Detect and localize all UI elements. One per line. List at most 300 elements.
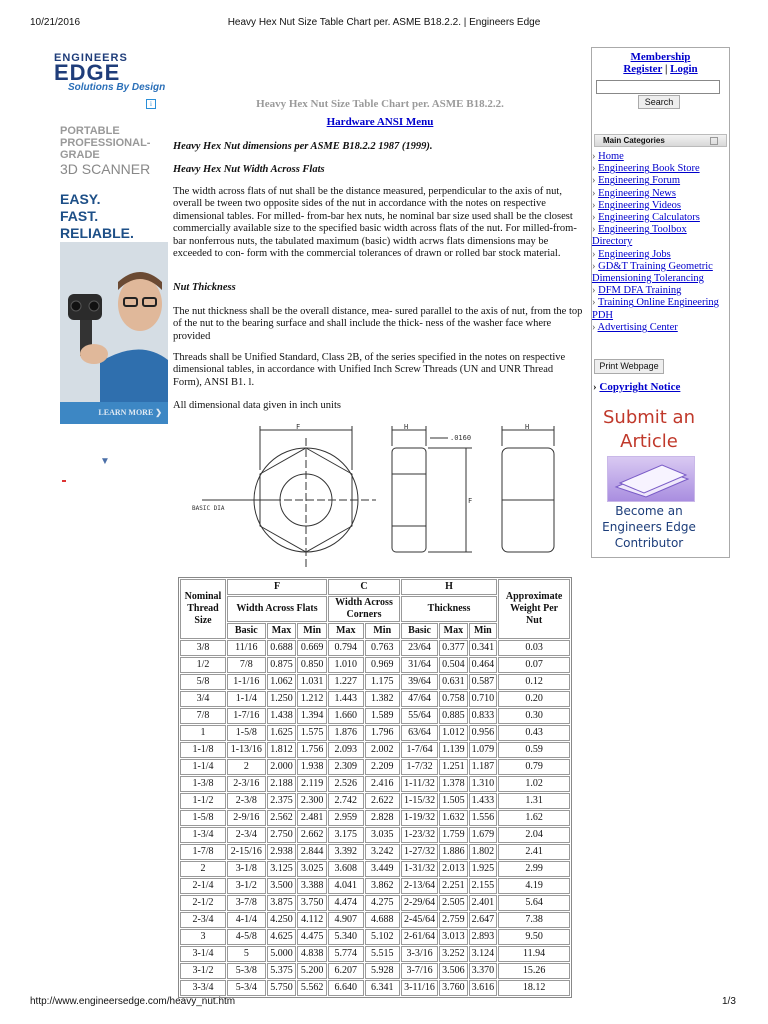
membership-box (591, 51, 730, 75)
table-cell: 1.443 (328, 691, 364, 707)
table-cell: 15.26 (498, 963, 570, 979)
table-cell: 4.474 (328, 895, 364, 911)
table-cell: 7.38 (498, 912, 570, 928)
table-cell: 4.112 (297, 912, 327, 928)
table-cell: 0.885 (439, 708, 468, 724)
table-cell: 2.959 (328, 810, 364, 826)
table-cell: 3/8 (180, 640, 226, 656)
table-cell: 0.956 (469, 725, 498, 741)
bullet-arrow-icon: › (592, 175, 599, 187)
drawing-label-f-side: F (468, 497, 473, 505)
table-cell: 4-5/8 (227, 929, 266, 945)
table-cell: 3.760 (439, 980, 468, 996)
table-cell: 5.750 (267, 980, 297, 996)
drawing-label-h-side: H (525, 423, 530, 431)
table-row (180, 844, 570, 860)
table-cell: 2.622 (365, 793, 401, 809)
category-link[interactable]: Engineering Videos (598, 199, 681, 211)
table-row (180, 895, 570, 911)
table-cell: 3-7/8 (227, 895, 266, 911)
table-cell: 4.688 (365, 912, 401, 928)
category-link[interactable]: Advertising Center (597, 321, 678, 333)
table-cell: 3.500 (267, 878, 297, 894)
units-note: All dimensional data given in inch units (173, 400, 341, 411)
table-cell: 5.515 (365, 946, 401, 962)
table-cell: 39/64 (401, 674, 438, 690)
table-cell: 1.079 (469, 742, 498, 758)
ad-choices-icon[interactable]: i (146, 99, 156, 109)
drawing-label-f: F (296, 423, 301, 431)
table-cell: 2.844 (297, 844, 327, 860)
bullet-arrow-icon: › (593, 381, 597, 393)
table-cell: 6.341 (365, 980, 401, 996)
table-cell: 7/8 (227, 657, 266, 673)
table-cell: 0.763 (365, 640, 401, 656)
category-link[interactable]: Engineering Jobs (598, 248, 671, 260)
table-cell: 1-7/8 (180, 844, 226, 860)
table-row (180, 759, 570, 775)
advertisement[interactable] (60, 125, 168, 242)
table-cell: 0.12 (498, 674, 570, 690)
table-cell: 47/64 (401, 691, 438, 707)
logo-line1: ENGINEERS (54, 52, 128, 64)
table-cell: 1.886 (439, 844, 468, 860)
header-max: Max (267, 623, 297, 639)
table-cell: 2-15/16 (227, 844, 266, 860)
table-cell: 1-15/32 (401, 793, 438, 809)
table-cell: 2-3/8 (227, 793, 266, 809)
table-cell: 1.175 (365, 674, 401, 690)
table-cell: 2.209 (365, 759, 401, 775)
ad-slogan1: EASY. (60, 191, 101, 207)
table-cell: 1.31 (498, 793, 570, 809)
table-cell: 2.309 (328, 759, 364, 775)
table-cell: 3.506 (439, 963, 468, 979)
table-row (180, 725, 570, 741)
table-cell: 3.392 (328, 844, 364, 860)
table-cell: 5.64 (498, 895, 570, 911)
table-cell: 2.662 (297, 827, 327, 843)
table-cell: 1-1/4 (227, 691, 266, 707)
category-item[interactable] (592, 163, 728, 175)
header-basic: Basic (401, 623, 438, 639)
category-item[interactable] (592, 224, 728, 248)
table-cell: 5.200 (297, 963, 327, 979)
table-cell: 3.608 (328, 861, 364, 877)
table-cell: 3.449 (365, 861, 401, 877)
ad-learn-more-button[interactable]: LEARN MORE ❯ (60, 402, 168, 424)
table-row (180, 640, 570, 656)
table-cell: 3.025 (297, 861, 327, 877)
logo-line2: EDGE (54, 60, 121, 85)
table-cell: 0.30 (498, 708, 570, 724)
table-cell: 4.625 (267, 929, 297, 945)
table-cell: 1.212 (297, 691, 327, 707)
table-cell: 5 (227, 946, 266, 962)
table-cell: 1.925 (469, 861, 498, 877)
table-cell: 1.438 (267, 708, 297, 724)
table-cell: 0.631 (439, 674, 468, 690)
table-row (180, 963, 570, 979)
table-cell: 1.756 (297, 742, 327, 758)
table-cell: 3.013 (439, 929, 468, 945)
table-cell: 2-1/2 (180, 895, 226, 911)
table-cell: 1.812 (267, 742, 297, 758)
table-cell: 2-3/4 (227, 827, 266, 843)
category-item[interactable] (592, 285, 728, 297)
table-cell: 6.207 (328, 963, 364, 979)
table-cell: 2.828 (365, 810, 401, 826)
table-cell: 1.575 (297, 725, 327, 741)
submit-article-image[interactable] (607, 456, 695, 502)
table-cell: 2.742 (328, 793, 364, 809)
ad-photo[interactable] (60, 242, 168, 424)
table-cell: 23/64 (401, 640, 438, 656)
table-cell: 1-1/4 (180, 759, 226, 775)
bullet-arrow-icon: › (592, 212, 599, 224)
table-cell: 2.155 (469, 878, 498, 894)
table-cell: 9.50 (498, 929, 570, 945)
table-row (180, 691, 570, 707)
category-link[interactable]: Engineering Calculators (598, 212, 700, 224)
table-cell: 3.875 (267, 895, 297, 911)
table-row (180, 878, 570, 894)
table-cell: 0.833 (469, 708, 498, 724)
print-date: 10/21/2016 (30, 17, 81, 28)
table-cell: 11/16 (227, 640, 266, 656)
table-cell: 0.03 (498, 640, 570, 656)
table-cell: 11.94 (498, 946, 570, 962)
width-heading: Heavy Hex Nut Width Across Flats (173, 164, 325, 175)
table-cell: 5.928 (365, 963, 401, 979)
main-categories-header (594, 134, 727, 147)
table-row (180, 674, 570, 690)
table-cell: 1-1/8 (180, 742, 226, 758)
table-row (180, 742, 570, 758)
table-cell: 1-7/64 (401, 742, 438, 758)
table-row (180, 810, 570, 826)
ad-line3: GRADE (60, 149, 100, 161)
table-cell: 1.589 (365, 708, 401, 724)
table-cell: 2.416 (365, 776, 401, 792)
header-basic: Basic (227, 623, 266, 639)
table-cell: 1.632 (439, 810, 468, 826)
table-cell: 1.378 (439, 776, 468, 792)
table-cell: 5.774 (328, 946, 364, 962)
table-cell: 3-1/2 (180, 963, 226, 979)
table-cell: 1.227 (328, 674, 364, 690)
bullet-arrow-icon: › (592, 297, 598, 309)
become-line3: Contributor (614, 536, 684, 550)
table-cell: 1-7/16 (227, 708, 266, 724)
table-cell: 1.556 (469, 810, 498, 826)
table-cell: 3.388 (297, 878, 327, 894)
table-cell: 3.242 (365, 844, 401, 860)
table-cell: 3.175 (328, 827, 364, 843)
table-cell: 3.124 (469, 946, 498, 962)
bullet-arrow-icon: › (592, 187, 599, 199)
table-cell: 2.526 (328, 776, 364, 792)
search-button[interactable]: Search (638, 95, 680, 109)
table-cell: 1.251 (439, 759, 468, 775)
page-title: Heavy Hex Nut Size Table Chart per. ASME B18.2.2. (256, 98, 504, 110)
table-cell: 1-31/32 (401, 861, 438, 877)
table-cell: 1.796 (365, 725, 401, 741)
table-cell: 3.252 (439, 946, 468, 962)
category-item[interactable] (592, 322, 728, 334)
header-width-flats: Width Across Flats (227, 596, 327, 622)
category-link[interactable]: Engineering Forum (598, 175, 681, 187)
category-item[interactable] (592, 212, 728, 224)
table-cell: 1-7/32 (401, 759, 438, 775)
submit-line2: Article (620, 431, 678, 452)
table-cell: 2.000 (267, 759, 297, 775)
table-cell: 7/8 (180, 708, 226, 724)
submit-line1: Submit an (602, 407, 695, 428)
table-cell: 4.475 (297, 929, 327, 945)
category-item[interactable] (592, 200, 728, 212)
table-cell: 2.04 (498, 827, 570, 843)
table-cell: 0.20 (498, 691, 570, 707)
table-cell: 3-1/2 (227, 878, 266, 894)
table-row (180, 657, 570, 673)
heavy-hex-nut-table (178, 577, 572, 998)
table-cell: 4.907 (328, 912, 364, 928)
table-cell: 2.759 (439, 912, 468, 928)
table-cell: 63/64 (401, 725, 438, 741)
table-cell: 1.433 (469, 793, 498, 809)
table-cell: 0.377 (439, 640, 468, 656)
bullet-arrow-icon: › (592, 321, 598, 333)
table-cell: 1.012 (439, 725, 468, 741)
thickness-paragraph: The nut thickness shall be the overall distance, mea- sured parallel to the axis of nut, from the top of the nut to the bearing surface and shall include the thick- ness of the washer face where provided (173, 306, 583, 342)
ad-line2: PROFESSIONAL- (60, 137, 151, 149)
category-item[interactable] (592, 249, 728, 261)
bullet-arrow-icon: › (592, 260, 599, 272)
table-cell: 2-13/64 (401, 878, 438, 894)
bullet-arrow-icon: › (592, 285, 599, 297)
table-cell: 2-1/4 (180, 878, 226, 894)
table-cell: 2-45/64 (401, 912, 438, 928)
table-cell: 2.938 (267, 844, 297, 860)
table-cell: 2.750 (267, 827, 297, 843)
table-cell: 1.382 (365, 691, 401, 707)
table-cell: 4-1/4 (227, 912, 266, 928)
table-body (180, 640, 570, 996)
table-cell: 1.802 (469, 844, 498, 860)
table-cell: 5.102 (365, 929, 401, 945)
table-cell: 2.505 (439, 895, 468, 911)
table-cell: 3.750 (297, 895, 327, 911)
hex-nut-drawing (180, 418, 590, 576)
table-cell: 0.59 (498, 742, 570, 758)
table-cell: 0.341 (469, 640, 498, 656)
table-cell: 1.250 (267, 691, 297, 707)
table-cell: 31/64 (401, 657, 438, 673)
header-min: Min (297, 623, 327, 639)
header-min: Min (469, 623, 498, 639)
table-cell: 1-5/8 (180, 810, 226, 826)
table-cell: 2.647 (469, 912, 498, 928)
table-cell: 1-11/32 (401, 776, 438, 792)
table-cell: 2.99 (498, 861, 570, 877)
table-cell: 1-27/32 (401, 844, 438, 860)
table-cell: 1.062 (267, 674, 297, 690)
logo-tagline: Solutions By Design (68, 82, 166, 93)
table-cell: 1-19/32 (401, 810, 438, 826)
table-cell: 0.710 (469, 691, 498, 707)
table-row (180, 980, 570, 996)
print-webpage-button[interactable]: Print Webpage (594, 359, 664, 374)
table-cell: 0.669 (297, 640, 327, 656)
expand-icon[interactable] (710, 137, 718, 145)
table-cell: 2 (227, 759, 266, 775)
table-cell: 2-3/4 (180, 912, 226, 928)
engineers-edge-logo[interactable] (54, 52, 172, 94)
table-cell: 2.562 (267, 810, 297, 826)
header-thickness: Thickness (401, 596, 497, 622)
table-cell: 1.660 (328, 708, 364, 724)
table-cell: 3-11/16 (401, 980, 438, 996)
table-cell: 5.340 (328, 929, 364, 945)
table-cell: 1.938 (297, 759, 327, 775)
table-cell: 2.093 (328, 742, 364, 758)
category-link[interactable]: GD&T Training Geometric Dimensioning Tolerancing (592, 260, 713, 285)
table-cell: 1.010 (328, 657, 364, 673)
table-cell: 3.035 (365, 827, 401, 843)
table-cell: 3.616 (469, 980, 498, 996)
bullet-arrow-icon: › (592, 224, 599, 236)
drawing-label-basic-dia: BASIC DIA (192, 505, 225, 512)
table-cell: 0.850 (297, 657, 327, 673)
header-width-corners: Width Across Corners (328, 596, 400, 622)
table-cell: 1.394 (297, 708, 327, 724)
table-cell: 1.031 (297, 674, 327, 690)
table-cell: 2.013 (439, 861, 468, 877)
table-cell: 1-1/2 (180, 793, 226, 809)
table-cell: 4.250 (267, 912, 297, 928)
category-list (592, 151, 728, 334)
table-cell: 0.464 (469, 657, 498, 673)
hardware-ansi-menu-link[interactable]: Hardware ANSI Menu (326, 116, 434, 128)
category-item[interactable] (592, 261, 728, 285)
table-cell: 5/8 (180, 674, 226, 690)
table-cell: 0.688 (267, 640, 297, 656)
table-cell: 2.251 (439, 878, 468, 894)
table-cell: 1-5/8 (227, 725, 266, 741)
ad-slogan2: FAST. (60, 208, 99, 224)
table-cell: 1/2 (180, 657, 226, 673)
search-input[interactable] (596, 80, 720, 94)
submit-article-banner[interactable] (594, 406, 704, 454)
table-cell: 2.41 (498, 844, 570, 860)
chevron-down-icon[interactable]: ▼ (100, 456, 110, 467)
ad-slogan3: RELIABLE. (60, 225, 134, 241)
category-link[interactable]: Engineering Book Store (598, 163, 700, 175)
scanner-person-image (60, 242, 168, 424)
category-link[interactable]: Engineering Toolbox Directory (592, 224, 687, 248)
table-row (180, 827, 570, 843)
table-cell: 5.000 (267, 946, 297, 962)
category-link[interactable]: Home (598, 151, 624, 162)
table-cell: 3/4 (180, 691, 226, 707)
table-cell: 4.19 (498, 878, 570, 894)
membership-link[interactable]: Membership (630, 51, 691, 63)
bullet-arrow-icon: › (592, 199, 599, 211)
category-link[interactable]: DFM DFA Training (598, 285, 682, 297)
header-c: C (328, 579, 400, 595)
table-cell: 2-29/64 (401, 895, 438, 911)
table-row (180, 929, 570, 945)
dimensions-heading: Heavy Hex Nut dimensions per ASME B18.2.2 1987 (1999). (173, 141, 433, 152)
table-cell: 4.275 (365, 895, 401, 911)
table-row (180, 946, 570, 962)
table-cell: 1-23/32 (401, 827, 438, 843)
table-cell: 3-1/8 (227, 861, 266, 877)
table-cell: 3.125 (267, 861, 297, 877)
table-cell: 18.12 (498, 980, 570, 996)
table-cell: 4.041 (328, 878, 364, 894)
table-row (180, 861, 570, 877)
table-row (180, 793, 570, 809)
category-link[interactable]: Training Online Engineering PDH (592, 297, 719, 321)
thickness-heading: Nut Thickness (173, 282, 236, 293)
table-cell: 1.187 (469, 759, 498, 775)
print-page-number: 1/3 (722, 996, 736, 1007)
table-cell: 3-7/16 (401, 963, 438, 979)
category-item[interactable] (592, 297, 728, 321)
table-cell: 1.759 (439, 827, 468, 843)
table-cell: 5.562 (297, 980, 327, 996)
bullet-arrow-icon: › (592, 151, 599, 162)
table-cell: 2.401 (469, 895, 498, 911)
table-cell: 2.188 (267, 776, 297, 792)
table-cell: 55/64 (401, 708, 438, 724)
table-cell: 2.119 (297, 776, 327, 792)
table-cell: 0.794 (328, 640, 364, 656)
category-item[interactable] (592, 151, 728, 163)
table-cell: 4.838 (297, 946, 327, 962)
table-cell: 2-3/16 (227, 776, 266, 792)
ad-marker-icon (62, 480, 66, 482)
category-item[interactable] (592, 175, 728, 187)
table-cell: 0.875 (267, 657, 297, 673)
header-max: Max (439, 623, 468, 639)
copyright-link[interactable]: Copyright Notice (599, 381, 681, 393)
table-cell: 0.587 (469, 674, 498, 690)
table-cell: 3-3/4 (180, 980, 226, 996)
table-cell: 2.893 (469, 929, 498, 945)
table-cell: 1.02 (498, 776, 570, 792)
table-cell: 1 (180, 725, 226, 741)
table-row (180, 912, 570, 928)
table-cell: 6.640 (328, 980, 364, 996)
login-link[interactable]: Login (670, 63, 698, 75)
table-cell: 2.002 (365, 742, 401, 758)
category-link[interactable]: Engineering News (598, 187, 676, 199)
bullet-arrow-icon: › (592, 163, 599, 175)
link-separator: | (664, 63, 668, 75)
print-title: Heavy Hex Nut Size Table Chart per. ASME B18.2.2. | Engineers Edge (227, 17, 541, 28)
category-item[interactable] (592, 188, 728, 200)
table-cell: 1-13/16 (227, 742, 266, 758)
become-contributor-banner[interactable] (594, 503, 704, 551)
table-cell: 0.758 (439, 691, 468, 707)
table-cell: 0.07 (498, 657, 570, 673)
paper-stack-icon (608, 457, 694, 501)
register-link[interactable]: Register (623, 63, 663, 75)
ad-line4: 3D SCANNER (60, 161, 151, 177)
